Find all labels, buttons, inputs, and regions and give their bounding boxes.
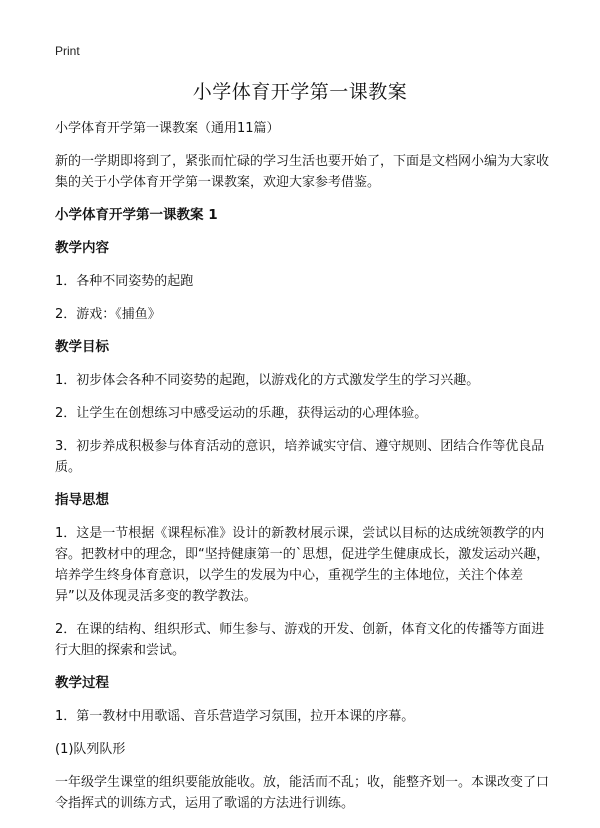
document-subtitle: 小学体育开学第一课教案（通用11篇）: [55, 121, 280, 136]
goal-item: 3．初步养成积极参与体育活动的意识，培养诚实守信、遵守规则、团结合作等优良品质。: [55, 439, 545, 475]
content-heading: 教学内容: [55, 240, 109, 256]
print-label[interactable]: Print: [55, 44, 80, 58]
process-item: 1．第一教材中用歌谣、音乐营造学习氛围，拉开本课的序幕。: [55, 709, 415, 724]
guide-item: 1．这是一节根据《课程标准》设计的新教材展示课，尝试以目标的达成统领教学的内容。把教材中的理念，即“坚持健康第一的`思想，促进学生健康成长，激发运动兴趣，培养学生终身体育意识，以学生的发展为中心，重视学生的主体地位，关注个体差异”以及体现灵活多变的教学教法。: [55, 526, 550, 604]
process-item: (1)队列队形: [55, 742, 126, 757]
goals-heading: 教学目标: [55, 339, 109, 355]
process-item: 一年级学生课堂的组织要能放能收。放，能活而不乱；收，能整齐划一。本课改变了口令指挥式的训练方式，运用了歌谣的方法进行训练。: [55, 775, 550, 811]
section-title: 小学体育开学第一课教案 1: [55, 207, 218, 223]
guide-item: 2．在课的结构、组织形式、师生参与、游戏的开发、创新，体育文化的传播等方面进行大胆的探索和尝试。: [55, 622, 545, 658]
guide-heading: 指导思想: [55, 492, 109, 508]
goal-item: 2．让学生在创想练习中感受运动的乐趣，获得运动的心理体验。: [55, 406, 428, 421]
page-title: 小学体育开学第一课教案: [192, 81, 408, 103]
process-heading: 教学过程: [55, 675, 109, 691]
content-item: 2．游戏：《捕鱼》: [55, 307, 161, 322]
intro-paragraph: 新的一学期即将到了，紧张而忙碌的学习生活也要开始了，下面是文档网小编为大家收集的关于小学体育开学第一课教案，欢迎大家参考借鉴。: [55, 154, 550, 190]
document-body: [55, 118, 555, 826]
content-item: 1．各种不同姿势的起跑: [55, 274, 194, 289]
goal-item: 1．初步体会各种不同姿势的起跑，以游戏化的方式激发学生的学习兴趣。: [55, 373, 480, 388]
